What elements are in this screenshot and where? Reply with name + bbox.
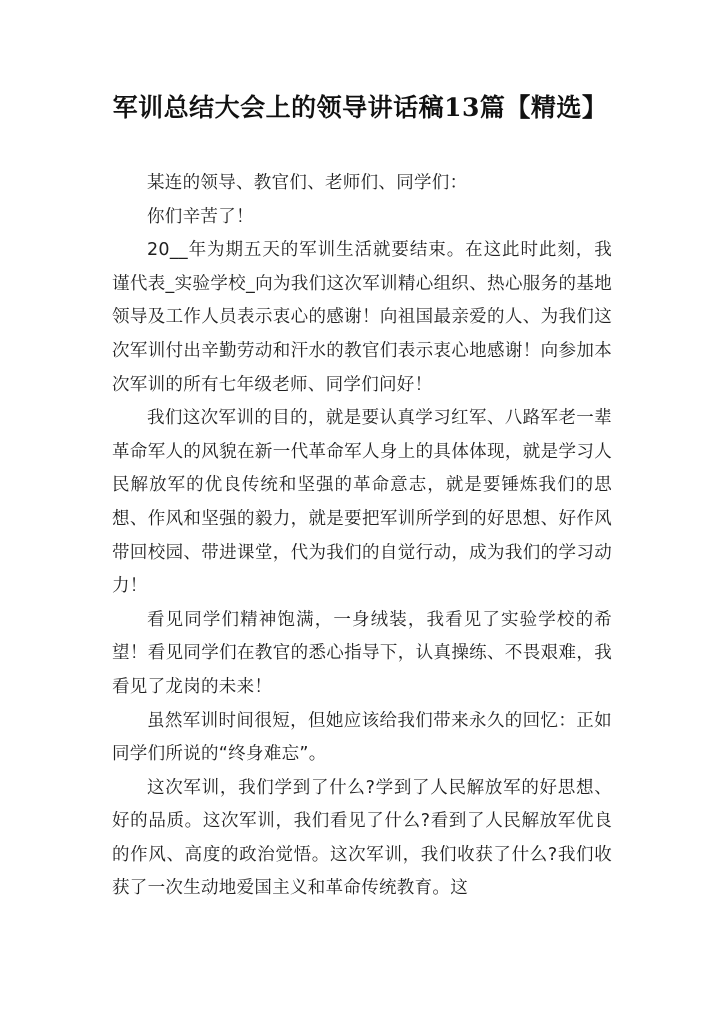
paragraph-training-purpose: 我们这次军训的目的，就是要认真学习红军、八路军老一辈革命军人的风貌在新一代革命军人身上的具体体现，就是学习人民解放军的优良传统和坚强的革命意志，就是要锤炼我们的思想、作风和坚强的毅力，就是要把军训所学到的好思想、好作风带回校园、带进课堂，代为我们的自觉行动，成为我们的学习动力！ — [112, 408, 612, 597]
paragraph-greeting: 某连的领导、教官们、老师们、同学们： — [147, 173, 468, 193]
document-body — [112, 167, 612, 906]
paragraph-what-we-learned: 这次军训，我们学到了什么?学到了人民解放军的好思想、好的品质。这次军训，我们看见了什么?看到了人民解放军优良的作风、高度的政治觉悟。这次军训，我们收获了什么?我们收获了一次生动地爱国主义和革命传统教育。这 — [112, 777, 612, 899]
paragraph-memory: 虽然军训时间很短，但她应该给我们带来永久的回忆：正如同学们所说的“终身难忘”。 — [112, 710, 612, 765]
document-title: 军训总结大会上的领导讲话稿13篇【精选】 — [112, 93, 608, 122]
paragraph-school-hope: 看见同学们精神饱满，一身绒装，我看见了实验学校的希望！看见同学们在教官的悉心指导下，认真操练、不畏艰难，我看见了龙岗的未来！ — [112, 609, 612, 697]
paragraph-closing-of-training: 20__年为期五天的军训生活就要结束。在这此时此刻，我谨代表_实验学校_向为我们这次军训精心组织、热心服务的基地领导及工作人员表示衷心的感谢！向祖国最亲爱的人、为我们这次军训付出辛勤劳动和汗水的教官们表示衷心地感谢！向参加本次军训的所有七年级老师、同学们问好！ — [112, 240, 612, 395]
paragraph-thanks-opening: 你们辛苦了！ — [147, 206, 254, 227]
